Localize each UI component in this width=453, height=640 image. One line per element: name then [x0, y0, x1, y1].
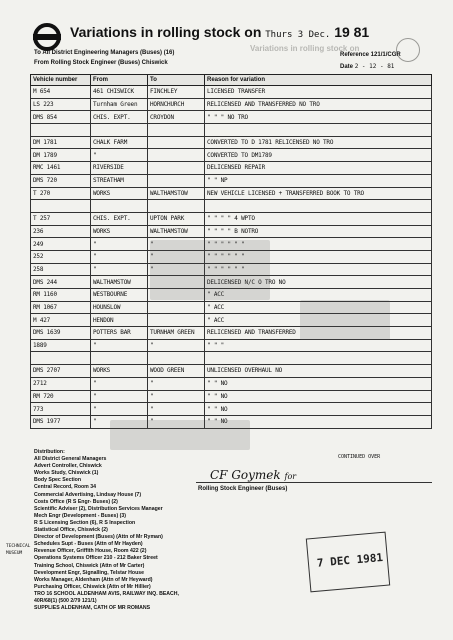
- cell-vehicle-number: M 654: [31, 86, 91, 99]
- cell-vehicle-number: [31, 200, 91, 213]
- cell-from: WORKS: [91, 187, 148, 200]
- from-line: From Rolling Stock Engineer (Buses) Chiswick: [34, 60, 168, 66]
- cell-from: CHIS. EXPT.: [91, 111, 148, 124]
- circle-mark: [396, 38, 420, 62]
- distribution-line: Works Manager, Aldenham (Attn of Mr Heyward): [34, 576, 153, 583]
- table-row: [31, 212, 432, 225]
- cell-from: [91, 352, 148, 365]
- cell-vehicle-number: DMS 2707: [31, 365, 91, 378]
- distribution-line: Scientific Adviser (2), Distribution Services Manager: [34, 505, 163, 512]
- cell-reason: " " NO: [205, 415, 432, 428]
- distribution-line: Advert Controller, Chiswick: [34, 463, 102, 470]
- distribution-line: Central Record, Room 34: [34, 484, 96, 491]
- distribution-line: All District General Managers: [34, 456, 107, 463]
- document-title: Variations in rolling stock on Thurs 3 Dec. 19 81: [70, 24, 370, 40]
- cell-from: POTTERS BAR: [91, 327, 148, 340]
- cell-reason: RELICENSED AND TRANSFERRED NO TRO: [205, 98, 432, 111]
- cell-to: [148, 149, 205, 162]
- cell-from: [91, 124, 148, 137]
- cell-to: ": [148, 377, 205, 390]
- cell-vehicle-number: RM 720: [31, 390, 91, 403]
- cell-vehicle-number: DMS 854: [31, 111, 91, 124]
- distribution-line: Costs Office (R S Engr- Buses) (2): [34, 498, 118, 505]
- distribution-line: 40R/68(1) (500 2/79 121/1): [34, 597, 97, 604]
- table-row: [31, 352, 432, 365]
- photocopy-smudge: [110, 420, 250, 450]
- cell-vehicle-number: 773: [31, 403, 91, 416]
- distribution-line: Mech Engr (Development - Buses) (3): [34, 512, 126, 519]
- distribution-line: Schedules Supt - Buses (Attn of Mr Hayden): [34, 541, 143, 548]
- cell-from: CHALK FARM: [91, 136, 148, 149]
- cell-reason: " " ": [205, 339, 432, 352]
- cell-to: WOOD GREEN: [148, 365, 205, 378]
- cell-from: RIVERSIDE: [91, 162, 148, 175]
- distribution-heading: Distribution:: [34, 449, 65, 455]
- cell-to: ": [148, 339, 205, 352]
- cell-reason: " ACC: [205, 314, 432, 327]
- cell-reason: " " NP: [205, 174, 432, 187]
- cell-reason: [205, 200, 432, 213]
- cell-vehicle-number: [31, 352, 91, 365]
- london-transport-roundel-icon: [32, 22, 62, 52]
- margin-note-museum: MUSEUM: [6, 551, 23, 556]
- photocopy-smudge: [150, 240, 270, 300]
- cell-vehicle-number: [31, 124, 91, 137]
- cell-reason: " " " " 4 WPTO: [205, 212, 432, 225]
- distribution-line: Purchasing Officer, Chiswick (Attn of Mr Hillier): [34, 583, 151, 590]
- distribution-lines: [34, 456, 179, 612]
- title-year: 19 81: [334, 24, 370, 40]
- column-header-from: From: [91, 75, 148, 86]
- column-header-vehicle-number: Vehicle number: [31, 75, 91, 86]
- cell-vehicle-number: DMS 720: [31, 174, 91, 187]
- cell-to: UPTON PARK: [148, 212, 205, 225]
- cell-reason: " ACC: [205, 289, 432, 302]
- cell-from: ": [91, 238, 148, 251]
- cell-vehicle-number: 252: [31, 250, 91, 263]
- cell-vehicle-number: LS 223: [31, 98, 91, 111]
- cell-to: ": [148, 250, 205, 263]
- stamp-date: 7 DEC 1981: [316, 550, 384, 570]
- cell-reason: NEW VEHICLE LICENSED + TRANSFERRED BOOK TO TRO: [205, 187, 432, 200]
- cell-vehicle-number: DM 1781: [31, 136, 91, 149]
- table-row: [31, 225, 432, 238]
- distribution-line: Body Spec Section: [34, 477, 81, 484]
- cell-reason: " " NO: [205, 403, 432, 416]
- signature: CF Goymek for: [210, 468, 297, 482]
- cell-from: WORKS: [91, 225, 148, 238]
- cell-reason: " ACC: [205, 301, 432, 314]
- distribution-line: Director of Development (Buses) (Attn of Mr Ryman): [34, 534, 163, 541]
- cell-vehicle-number: RM 1160: [31, 289, 91, 302]
- cell-to: [148, 314, 205, 327]
- date-line: Date 2 - 12 - 81: [340, 63, 395, 70]
- table-header-row: [31, 75, 432, 86]
- distribution-line: Revenue Officer, Griffith House, Room 422 (2): [34, 548, 147, 555]
- signature-label: Rolling Stock Engineer (Buses): [198, 486, 288, 492]
- distribution-line: SUPPLIES ALDENHAM, CATH OF MR ROMANS: [34, 605, 151, 612]
- table-row: [31, 377, 432, 390]
- table-row: [31, 390, 432, 403]
- margin-note-technical: TECHNICAL: [6, 544, 31, 549]
- table-row: [31, 136, 432, 149]
- cell-vehicle-number: DMS 1977: [31, 415, 91, 428]
- cell-from: ": [91, 377, 148, 390]
- cell-to: WALTHAMSTOW: [148, 225, 205, 238]
- cell-reason: [205, 352, 432, 365]
- signature-line: [196, 482, 432, 483]
- column-header-reason: Reason for variation: [205, 75, 432, 86]
- cell-to: [148, 174, 205, 187]
- cell-to: [148, 162, 205, 175]
- cell-from: HENDON: [91, 314, 148, 327]
- distribution-line: Development Engr, Signalling, Telstar House: [34, 569, 145, 576]
- cell-reason: RELICENSED AND TRANSFERRED: [205, 327, 432, 340]
- cell-to: [148, 301, 205, 314]
- cell-from: ": [91, 149, 148, 162]
- cell-vehicle-number: DMS 244: [31, 276, 91, 289]
- cell-reason: DELICENSED REPAIR: [205, 162, 432, 175]
- show-through-ghost-text: Variations in rolling stock on: [250, 44, 360, 53]
- cell-to: TURNHAM GREEN: [148, 327, 205, 340]
- table-row: [31, 174, 432, 187]
- cell-reason: CONVERTED TO DM1789: [205, 149, 432, 162]
- cell-from: [91, 200, 148, 213]
- received-date-stamp: [306, 532, 390, 593]
- cell-reason: " " NO: [205, 377, 432, 390]
- cell-from: WORKS: [91, 365, 148, 378]
- cell-from: ": [91, 403, 148, 416]
- cell-from: 461 CHISWICK: [91, 86, 148, 99]
- cell-reason: " " " " " ": [205, 250, 432, 263]
- cell-from: ": [91, 415, 148, 428]
- cell-to: [148, 124, 205, 137]
- table-row: [31, 339, 432, 352]
- distribution-line: R S Licensing Section (6), R S Inspection: [34, 519, 136, 526]
- cell-from: CHIS. EXPT.: [91, 212, 148, 225]
- cell-to: [148, 136, 205, 149]
- cell-vehicle-number: 249: [31, 238, 91, 251]
- continued-over-note: CONTINUED OVER: [338, 454, 381, 460]
- cell-to: ": [148, 238, 205, 251]
- cell-to: ": [148, 263, 205, 276]
- cell-to: ": [148, 390, 205, 403]
- cell-from: STREATHAM: [91, 174, 148, 187]
- distribution-line: Training School, Chiswick (Attn of Mr Carter): [34, 562, 145, 569]
- cell-reason: " " " " " ": [205, 263, 432, 276]
- distribution-list: [34, 449, 179, 612]
- table-row: [31, 149, 432, 162]
- cell-vehicle-number: T 257: [31, 212, 91, 225]
- cell-to: ": [148, 415, 205, 428]
- cell-reason: " " " " B NOTRO: [205, 225, 432, 238]
- cell-vehicle-number: 2712: [31, 377, 91, 390]
- cell-vehicle-number: RM 1067: [31, 301, 91, 314]
- cell-vehicle-number: DM 1789: [31, 149, 91, 162]
- cell-vehicle-number: RMC 1461: [31, 162, 91, 175]
- table-row: [31, 365, 432, 378]
- cell-to: [148, 200, 205, 213]
- cell-vehicle-number: 1889: [31, 339, 91, 352]
- cell-to: CROYDON: [148, 111, 205, 124]
- cell-from: ": [91, 339, 148, 352]
- cell-to: [148, 352, 205, 365]
- table-row: [31, 187, 432, 200]
- cell-reason: UNLICENSED OVERHAUL NO: [205, 365, 432, 378]
- cell-reason: [205, 124, 432, 137]
- table-row: [31, 162, 432, 175]
- cell-reason: " " " " " ": [205, 238, 432, 251]
- cell-from: ": [91, 250, 148, 263]
- table-row: [31, 98, 432, 111]
- cell-vehicle-number: M 427: [31, 314, 91, 327]
- cell-reason: LICENSED TRANSFER: [205, 86, 432, 99]
- table-row: [31, 86, 432, 99]
- reference-line: Reference 121/1/CGR: [340, 52, 401, 58]
- cell-vehicle-number: DMS 1639: [31, 327, 91, 340]
- table-row: [31, 124, 432, 137]
- distribution-line: Operations Systems Officer 210 - 212 Baker Street: [34, 555, 158, 562]
- cell-reason: " " NO: [205, 390, 432, 403]
- cell-reason: DELICENSED N/C O TRO NO: [205, 276, 432, 289]
- distribution-line: Works Study, Chiswick (1): [34, 470, 99, 477]
- distribution-line: TRO 16 SCHOOL ALDENHAM AVIS, RAILWAY INQ. BEACH,: [34, 590, 179, 597]
- cell-reason: " " " NO TRO: [205, 111, 432, 124]
- cell-from: ": [91, 390, 148, 403]
- cell-from: HOUNSLOW: [91, 301, 148, 314]
- cell-to: ": [148, 403, 205, 416]
- cell-reason: CONVERTED TO D 1781 RELICENSED NO TRO: [205, 136, 432, 149]
- cell-vehicle-number: 236: [31, 225, 91, 238]
- distribution-line: Commercial Advertising, Lindsay House (7): [34, 491, 142, 498]
- column-header-to: To: [148, 75, 205, 86]
- cell-from: WESTBOURNE: [91, 289, 148, 302]
- cell-from: Turnham Green: [91, 98, 148, 111]
- cell-to: HORNCHURCH: [148, 98, 205, 111]
- table-row: [31, 111, 432, 124]
- title-date: Thurs 3 Dec.: [265, 30, 331, 40]
- distribution-line: Statistical Office, Chiswick (2): [34, 527, 108, 534]
- cell-to: FINCHLEY: [148, 86, 205, 99]
- table-row: [31, 403, 432, 416]
- cell-from: ": [91, 263, 148, 276]
- cell-from: WALTHAMSTOW: [91, 276, 148, 289]
- to-line: To All District Engineering Managers (Buses) (16): [34, 50, 175, 56]
- photocopy-smudge: [300, 300, 390, 340]
- cell-vehicle-number: 258: [31, 263, 91, 276]
- cell-to: WALTHAMSTOW: [148, 187, 205, 200]
- table-row: [31, 200, 432, 213]
- cell-vehicle-number: T 270: [31, 187, 91, 200]
